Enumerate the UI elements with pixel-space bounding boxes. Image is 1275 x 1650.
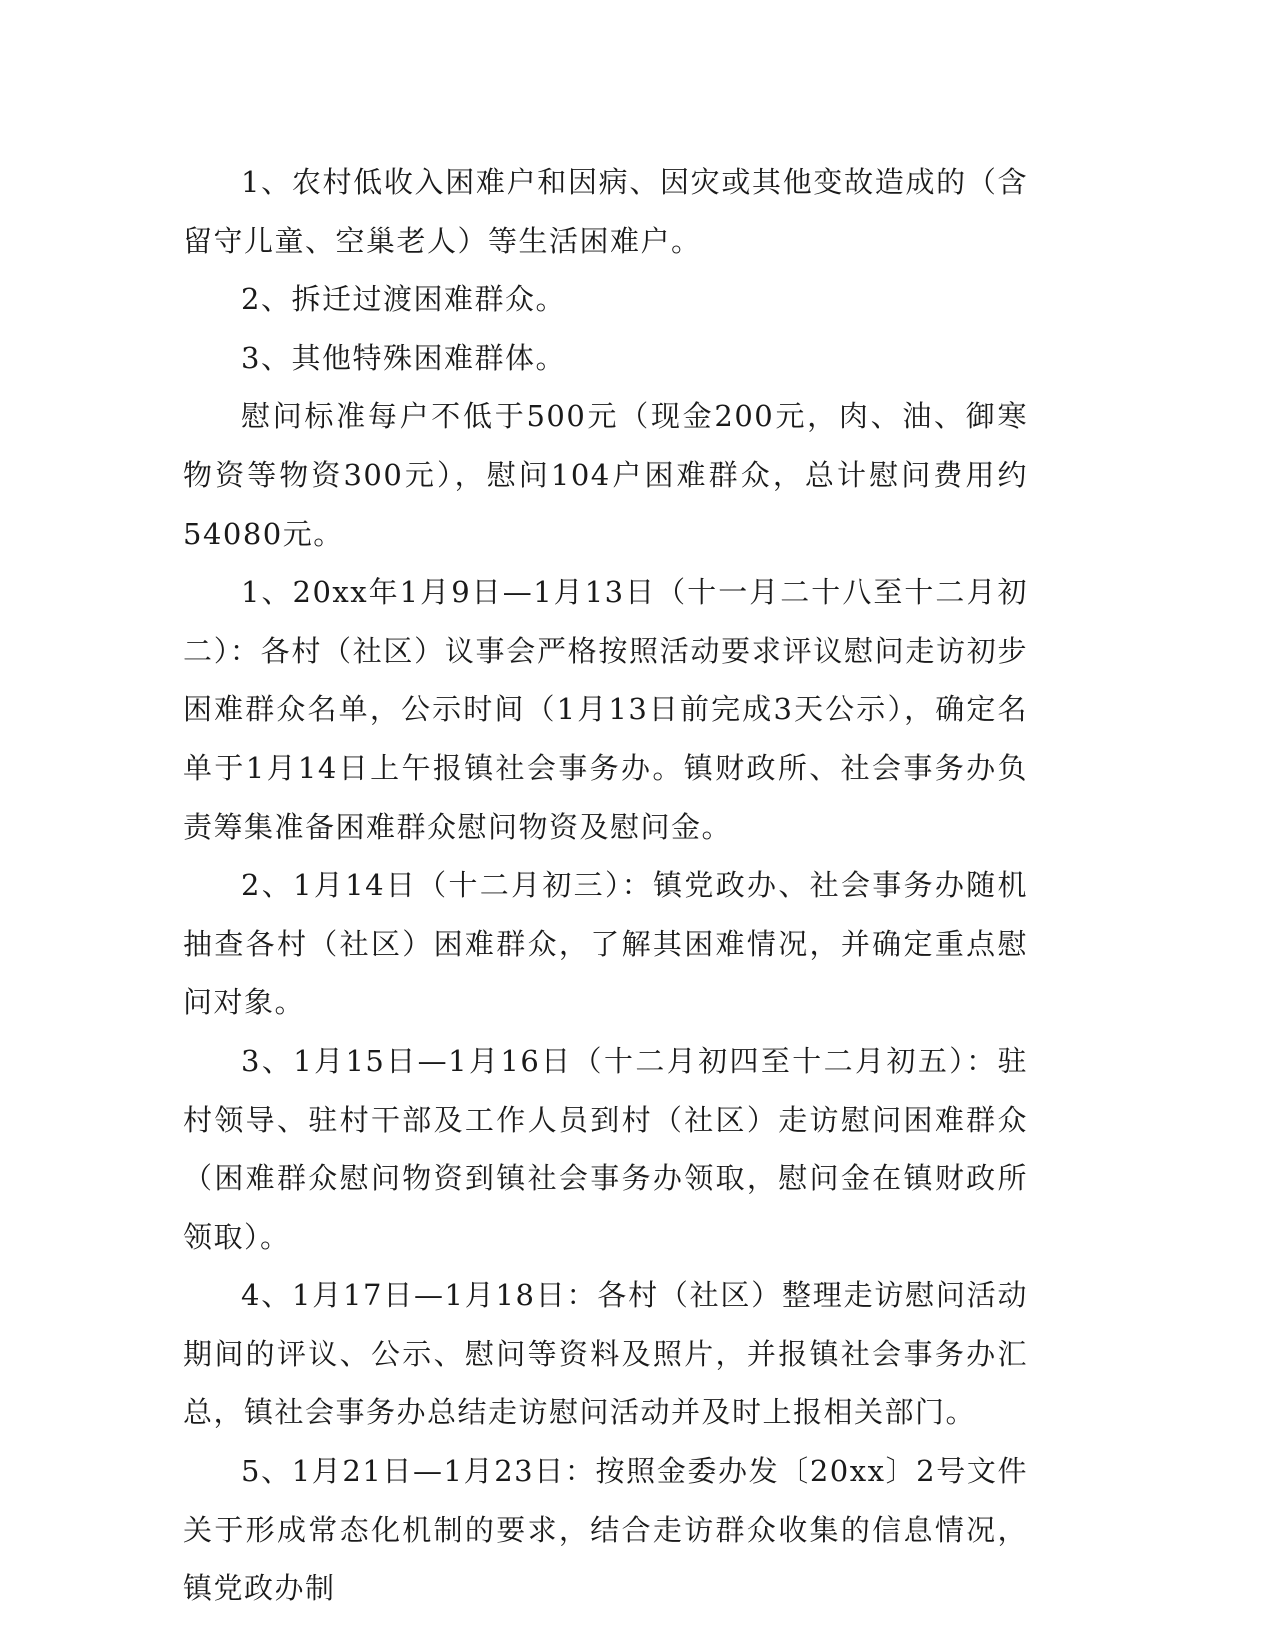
paragraph-schedule-step-5: 5、1月21日—1月23日：按照金委办发〔20xx〕2号文件关于形成常态化机制的要求，结合走访群众收集的信息情况，镇党政办制	[183, 1454, 1028, 1606]
paragraph-target-group-3: 3、其他特殊困难群体。	[241, 340, 566, 375]
paragraph-target-group-1: 1、农村低收入困难户和因病、因灾或其他变故造成的（含留守儿童、空巢老人）等生活困难户。	[183, 165, 1028, 258]
paragraph-target-group-2: 2、拆迁过渡困难群众。	[241, 282, 566, 317]
paragraph-schedule-step-2: 2、1月14日（十二月初三）：镇党政办、社会事务办随机抽查各村（社区）困难群众，了解其困难情况，并确定重点慰问对象。	[183, 868, 1028, 1020]
paragraph-subsidy-standard: 慰问标准每户不低于500元（现金200元，肉、油、御寒物资等物资300元），慰问104户困难群众，总计慰问费用约54080元。	[183, 399, 1028, 551]
paragraph-schedule-step-1: 1、20xx年1月9日—1月13日（十一月二十八至十二月初二）：各村（社区）议事会严格按照活动要求评议慰问走访初步困难群众名单，公示时间（1月13日前完成3天公示），确定名单于1月14日上午报镇社会事务办。镇财政所、社会事务办负责筹集准备困难群众慰问物资及慰问金。	[183, 575, 1028, 844]
paragraph-schedule-step-4: 4、1月17日—1月18日：各村（社区）整理走访慰问活动期间的评议、公示、慰问等资料及照片，并报镇社会事务办汇总，镇社会事务办总结走访慰问活动并及时上报相关部门。	[183, 1278, 1028, 1430]
document-body	[183, 153, 1028, 1618]
paragraph-schedule-step-3: 3、1月15日—1月16日（十二月初四至十二月初五）：驻村领导、驻村干部及工作人员到村（社区）走访慰问困难群众（困难群众慰问物资到镇社会事务办领取，慰问金在镇财政所领取）。	[183, 1043, 1028, 1254]
